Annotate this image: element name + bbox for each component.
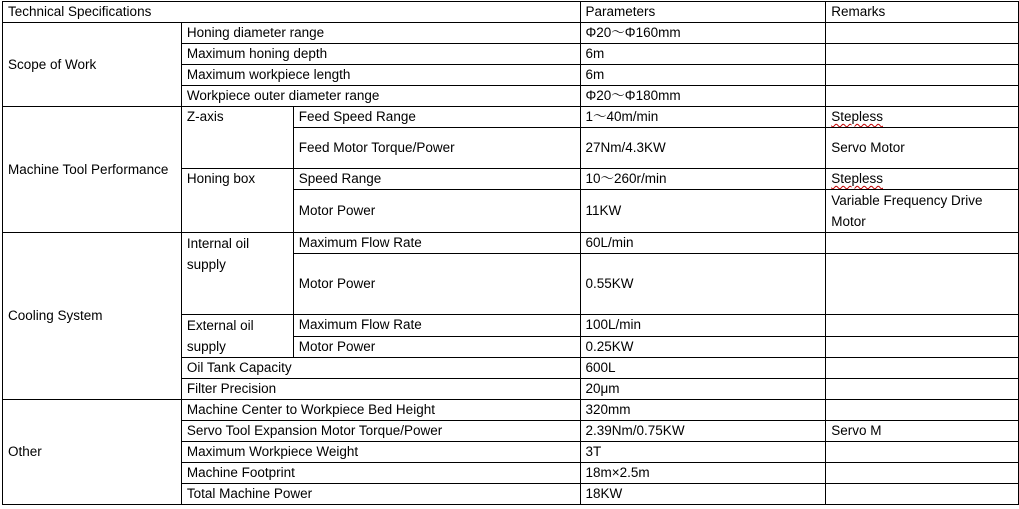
header-row <box>3 2 1019 23</box>
spec-remark <box>826 379 1019 400</box>
group-label-scope-of-work: Scope of Work <box>3 23 182 107</box>
header-parameters: Parameters <box>580 2 826 23</box>
spec-remark: Variable Frequency Drive Motor <box>826 190 1019 233</box>
subgroup-label-z-axis: Z-axis <box>181 107 293 169</box>
spec-remark-text: Stepless <box>831 171 883 186</box>
spec-name: Maximum Flow Rate <box>293 233 580 254</box>
spec-remark <box>826 484 1019 505</box>
group-label-machine-tool-performance: Machine Tool Performance <box>3 107 182 233</box>
spec-remark <box>826 169 1019 190</box>
spec-remark <box>826 400 1019 421</box>
spec-remark <box>826 254 1019 315</box>
subgroup-label-external-oil-supply: External oil supply <box>181 315 293 358</box>
spec-remark <box>826 442 1019 463</box>
subgroup-label-honing-box: Honing box <box>181 169 293 233</box>
spec-remark <box>826 44 1019 65</box>
spec-name: Servo Tool Expansion Motor Torque/Power <box>181 421 580 442</box>
spec-value: 18KW <box>580 484 826 505</box>
spec-value: Φ20～Φ180mm <box>580 86 826 107</box>
spec-name: Oil Tank Capacity <box>181 358 580 379</box>
spec-name: Motor Power <box>293 190 580 233</box>
spec-remark <box>826 463 1019 484</box>
spec-value: 320mm <box>580 400 826 421</box>
spec-value: 2.39Nm/0.75KW <box>580 421 826 442</box>
spec-name: Total Machine Power <box>181 484 580 505</box>
spec-value: 6m <box>580 44 826 65</box>
spec-value: 27Nm/4.3KW <box>580 128 826 169</box>
spec-value: 600L <box>580 358 826 379</box>
spec-name: Speed Range <box>293 169 580 190</box>
spec-value: 0.25KW <box>580 336 826 358</box>
spec-name: Motor Power <box>293 336 580 358</box>
spec-value: 6m <box>580 65 826 86</box>
spec-name: Motor Power <box>293 254 580 315</box>
spec-remark <box>826 107 1019 128</box>
spec-remark <box>826 23 1019 44</box>
spec-name: Filter Precision <box>181 379 580 400</box>
table-row <box>3 400 1019 421</box>
spec-remark <box>826 336 1019 358</box>
technical-specifications-table <box>2 1 1019 505</box>
spec-name: Honing diameter range <box>181 23 580 44</box>
spec-remark <box>826 65 1019 86</box>
spec-value: Φ20～Φ160mm <box>580 23 826 44</box>
spec-remark <box>826 358 1019 379</box>
spec-remark <box>826 86 1019 107</box>
spec-remark-text: Stepless <box>831 109 883 124</box>
spec-value: 11KW <box>580 190 826 233</box>
subgroup-label-internal-oil-supply: Internal oil supply <box>181 233 293 315</box>
spec-value: 20μm <box>580 379 826 400</box>
spec-name: Maximum Workpiece Weight <box>181 442 580 463</box>
spec-name: Workpiece outer diameter range <box>181 86 580 107</box>
spec-name: Maximum workpiece length <box>181 65 580 86</box>
group-label-other: Other <box>3 400 182 505</box>
spec-name: Machine Center to Workpiece Bed Height <box>181 400 580 421</box>
spec-name: Feed Speed Range <box>293 107 580 128</box>
table-row <box>3 107 1019 128</box>
spec-value: 1～40m/min <box>580 107 826 128</box>
spec-name: Feed Motor Torque/Power <box>293 128 580 169</box>
spec-remark: Servo M <box>826 421 1019 442</box>
spec-value: 3T <box>580 442 826 463</box>
spec-name: Machine Footprint <box>181 463 580 484</box>
spec-remark <box>826 315 1019 337</box>
spec-value: 100L/min <box>580 315 826 337</box>
spec-value: 60L/min <box>580 233 826 254</box>
spec-name: Maximum Flow Rate <box>293 315 580 337</box>
spec-name: Maximum honing depth <box>181 44 580 65</box>
spec-value: 0.55KW <box>580 254 826 315</box>
table-row <box>3 233 1019 254</box>
spec-remark <box>826 233 1019 254</box>
header-remarks: Remarks <box>826 2 1019 23</box>
spec-value: 18m×2.5m <box>580 463 826 484</box>
header-technical-specifications: Technical Specifications <box>3 2 581 23</box>
table-row <box>3 23 1019 44</box>
spec-value: 10～260r/min <box>580 169 826 190</box>
group-label-cooling-system: Cooling System <box>3 233 182 400</box>
spec-remark: Servo Motor <box>826 128 1019 169</box>
